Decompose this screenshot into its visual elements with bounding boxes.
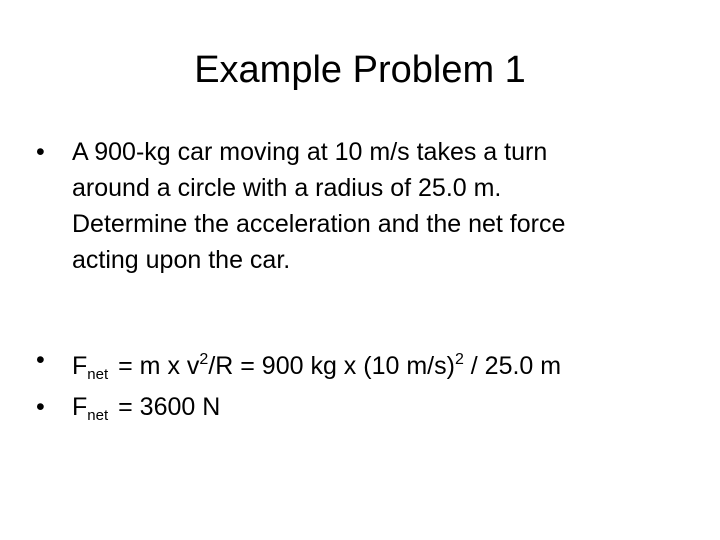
force-symbol: F xyxy=(72,393,88,421)
force-symbol: F xyxy=(72,352,88,380)
problem-line: around a circle with a radius of 25.0 m. xyxy=(72,174,502,202)
bullet-marker: • xyxy=(36,138,45,166)
exponent: 2 xyxy=(454,351,464,368)
problem-line: Determine the acceleration and the net force xyxy=(72,210,566,238)
equation-part: = m x v xyxy=(118,352,200,380)
problem-text xyxy=(72,134,686,278)
equation-bullet-1 xyxy=(36,342,686,393)
problem-line: A 900-kg car moving at 10 m/s takes a turn xyxy=(72,138,548,166)
equation-bullet-2 xyxy=(36,389,686,434)
problem-line: acting upon the car. xyxy=(72,246,291,274)
net-subscript: net xyxy=(87,407,109,424)
slide-title: Example Problem 1 xyxy=(194,49,526,91)
bullet-marker: • xyxy=(36,393,45,421)
equation-2 xyxy=(72,389,686,434)
net-subscript: net xyxy=(87,366,109,383)
equation-result: = 3600 N xyxy=(118,393,221,421)
equation-part: /R = 900 kg x (10 m/s) xyxy=(208,352,455,380)
bullet-marker: • xyxy=(36,346,45,374)
problem-bullet xyxy=(36,134,686,278)
equation-1 xyxy=(72,342,686,393)
equation-part: / 25.0 m xyxy=(463,352,562,380)
exponent: 2 xyxy=(199,351,209,368)
